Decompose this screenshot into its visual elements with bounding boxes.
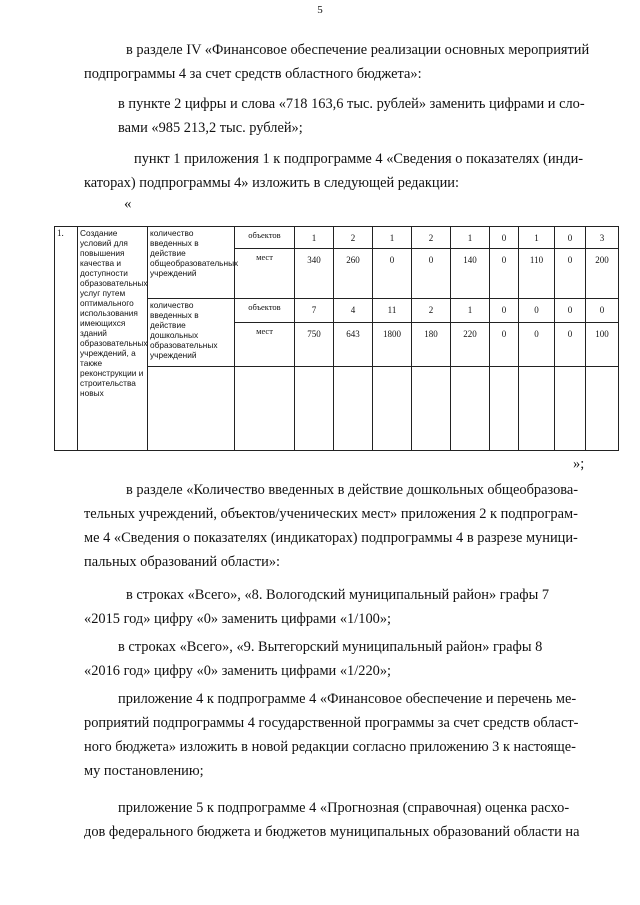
value-cell: 0 bbox=[412, 249, 451, 299]
indicator-name-cell: количество введенных в действие общеобразовательных учреждений bbox=[148, 227, 235, 299]
value-cell: 0 bbox=[490, 227, 519, 249]
value-cell: 3 bbox=[586, 227, 619, 249]
value-cell: 0 bbox=[519, 299, 555, 323]
value-cell: 2 bbox=[334, 227, 373, 249]
value-cell: 110 bbox=[519, 249, 555, 299]
paragraph-2 bbox=[84, 92, 604, 140]
text-line: ного бюджета» изложить в новой редакции согласно приложению 3 к настояще- bbox=[84, 739, 576, 755]
text-line: в пункте 2 цифры и слова «718 163,6 тыс. рублей» заменить цифрами и сло- bbox=[118, 96, 585, 112]
text-line: каторах) подпрограммы 4» изложить в следующей редакции: bbox=[84, 175, 459, 191]
empty-cell bbox=[586, 367, 619, 451]
value-cell: 1 bbox=[451, 227, 490, 249]
value-cell: 750 bbox=[295, 323, 334, 367]
empty-cell bbox=[555, 367, 586, 451]
paragraph-7 bbox=[84, 687, 604, 783]
paragraph-5 bbox=[84, 583, 604, 631]
row-number-cell: 1. bbox=[55, 227, 78, 451]
value-cell: 100 bbox=[586, 323, 619, 367]
value-cell: 2 bbox=[412, 299, 451, 323]
empty-cell bbox=[235, 367, 295, 451]
text-line: в строках «Всего», «8. Вологодский муниципальный район» графы 7 bbox=[126, 587, 550, 603]
text-line: роприятий подпрограммы 4 государственной программы за счет средств област- bbox=[84, 715, 579, 731]
text-line: приложение 4 к подпрограмме 4 «Финансовое обеспечение и перечень ме- bbox=[118, 691, 577, 707]
value-cell: 1 bbox=[451, 299, 490, 323]
value-cell: 0 bbox=[373, 249, 412, 299]
unit-cell: объектов bbox=[235, 227, 295, 249]
paragraph-4 bbox=[84, 478, 604, 574]
text-line: в разделе IV «Финансовое обеспечение реализации основных мероприятий bbox=[126, 42, 590, 58]
value-cell: 643 bbox=[334, 323, 373, 367]
text-line: пункт 1 приложения 1 к подпрограмме 4 «Сведения о показателях (инди- bbox=[134, 151, 584, 167]
empty-cell bbox=[412, 367, 451, 451]
unit-cell: объектов bbox=[235, 299, 295, 323]
paragraph-6 bbox=[84, 635, 604, 683]
value-cell: 0 bbox=[490, 299, 519, 323]
value-cell: 0 bbox=[555, 323, 586, 367]
text-line: ме 4 «Сведения о показателях (индикаторах) подпрограммы 4 в разрезе муници- bbox=[84, 530, 578, 546]
value-cell: 0 bbox=[490, 323, 519, 367]
value-cell: 1 bbox=[295, 227, 334, 249]
value-cell: 0 bbox=[490, 249, 519, 299]
value-cell: 2 bbox=[412, 227, 451, 249]
value-cell: 340 bbox=[295, 249, 334, 299]
text-line: пальных образований области»: bbox=[84, 554, 281, 570]
value-cell: 140 bbox=[451, 249, 490, 299]
value-cell: 0 bbox=[555, 299, 586, 323]
empty-cell bbox=[519, 367, 555, 451]
empty-cell bbox=[490, 367, 519, 451]
text-line: му постановлению; bbox=[84, 763, 204, 779]
value-cell: 11 bbox=[373, 299, 412, 323]
unit-cell: мест bbox=[235, 249, 295, 299]
value-cell: 0 bbox=[555, 249, 586, 299]
text-line: в строках «Всего», «9. Вытегорский муниципальный район» графы 8 bbox=[118, 639, 543, 655]
task-cell: Создание условий для повышения качества и доступности образовательных услуг путем оптимального использования имеющихся зданий образовательных учреждений, а также реконструкции и строительства новых bbox=[78, 227, 148, 451]
value-cell: 220 bbox=[451, 323, 490, 367]
text-line: подпрограммы 4 за счет средств областного бюджета»: bbox=[84, 66, 422, 82]
text-line: «2016 год» цифру «0» заменить цифрами «1/220»; bbox=[84, 663, 392, 679]
text-line: приложение 5 к подпрограмме 4 «Прогнозная (справочная) оценка расхо- bbox=[118, 800, 570, 816]
empty-cell bbox=[373, 367, 412, 451]
paragraph-3 bbox=[84, 147, 604, 195]
text-line: в разделе «Количество введенных в действие дошкольных общеобразова- bbox=[126, 482, 579, 498]
text-line: тельных учреждений, объектов/ученических мест» приложения 2 к подпрограм- bbox=[84, 506, 578, 522]
value-cell: 4 bbox=[334, 299, 373, 323]
empty-cell bbox=[334, 367, 373, 451]
empty-cell bbox=[295, 367, 334, 451]
indicators-table bbox=[54, 226, 619, 451]
value-cell: 0 bbox=[586, 299, 619, 323]
page-number: 5 bbox=[317, 4, 323, 16]
value-cell: 7 bbox=[295, 299, 334, 323]
value-cell: 260 bbox=[334, 249, 373, 299]
text-line: «2015 год» цифру «0» заменить цифрами «1/100»; bbox=[84, 611, 392, 627]
paragraph-1 bbox=[84, 38, 604, 86]
empty-cell bbox=[451, 367, 490, 451]
value-cell: 1800 bbox=[373, 323, 412, 367]
value-cell: 0 bbox=[555, 227, 586, 249]
text-line: дов федерального бюджета и бюджетов муниципальных образований области на bbox=[84, 824, 580, 840]
closing-quote: »; bbox=[573, 456, 585, 472]
empty-cell bbox=[148, 367, 235, 451]
unit-cell: мест bbox=[235, 323, 295, 367]
value-cell: 180 bbox=[412, 323, 451, 367]
value-cell: 1 bbox=[373, 227, 412, 249]
value-cell: 0 bbox=[519, 323, 555, 367]
text-line: вами «985 213,2 тыс. рублей»; bbox=[118, 120, 303, 136]
value-cell: 1 bbox=[519, 227, 555, 249]
value-cell: 200 bbox=[586, 249, 619, 299]
indicator-name-cell: количество введенных в действие дошкольных образовательных учреждений bbox=[148, 299, 235, 367]
opening-quote: « bbox=[124, 196, 132, 212]
paragraph-8 bbox=[84, 796, 604, 844]
